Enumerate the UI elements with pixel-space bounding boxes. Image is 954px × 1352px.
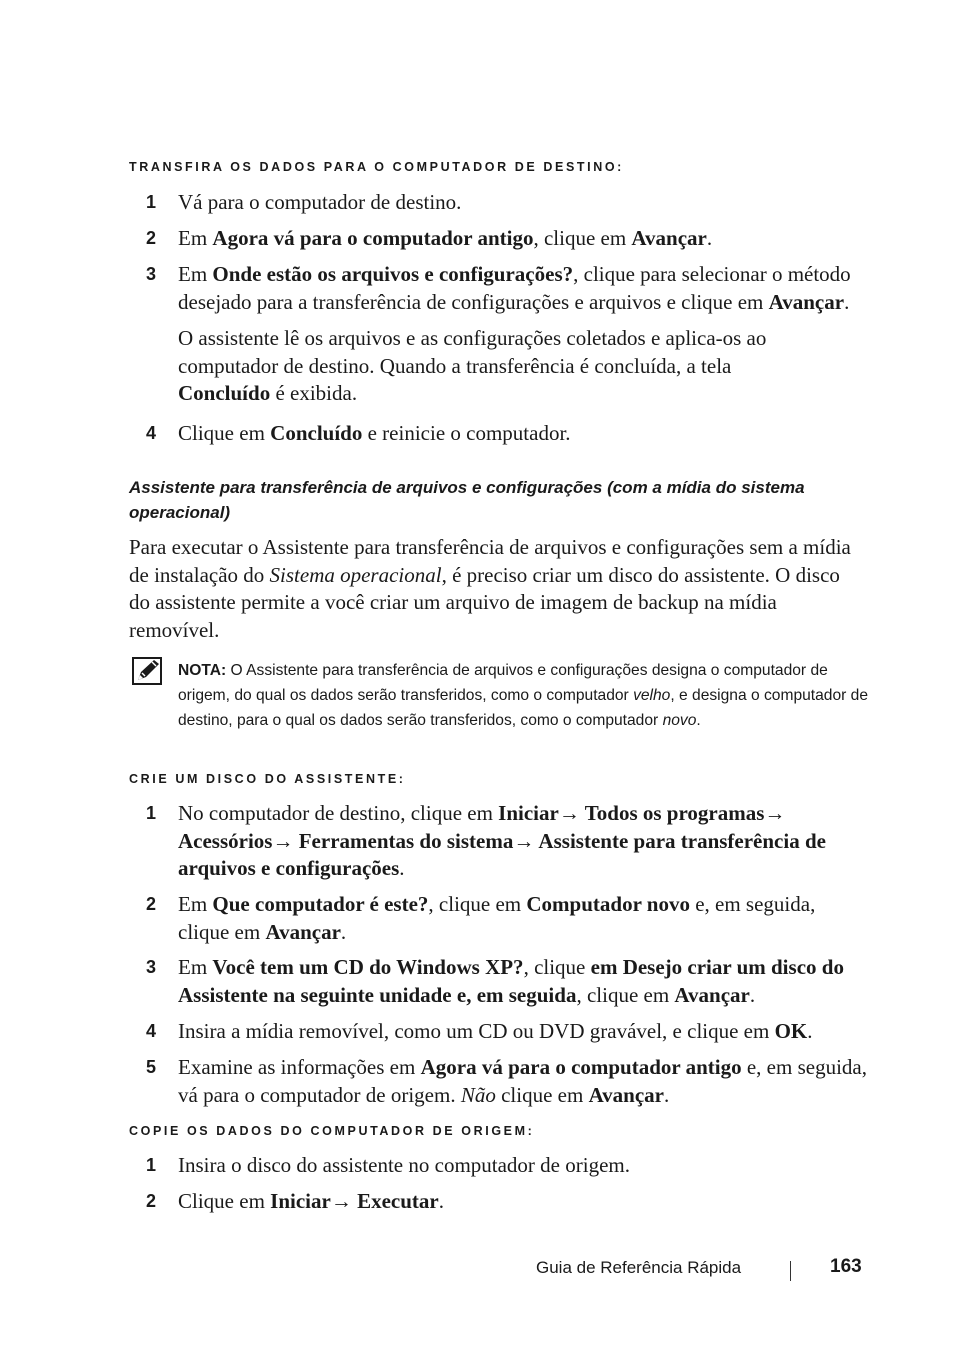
step-number: 2: [146, 228, 157, 248]
footer-divider: [790, 1261, 791, 1281]
note-block: NOTA: O Assistente para transferência de arquivos e configurações designa o computador de origem, do qual os dados serão transferidos, como o computador velho, e designa o computador de destino, para o qual os dados serão transferidos, como o computador novo.: [178, 662, 869, 729]
step-text: No computador de destino, clique em Iniciar→ Todos os programas→ Acessórios→ Ferramentas do sistema→ Assistente para transferência de arquivos e configurações.: [178, 801, 826, 880]
step-text: Insira o disco do assistente no computador de origem.: [178, 1153, 630, 1177]
step-number: 2: [146, 1191, 157, 1211]
step-text: Em Que computador é este?, clique em Computador novo e, em seguida, clique em Avançar.: [178, 892, 816, 944]
note-label: NOTA:: [178, 662, 227, 679]
step-number: 1: [146, 192, 157, 212]
step-text: Clique em Concluído e reinicie o computador.: [178, 421, 571, 445]
step-number: 1: [146, 1155, 157, 1175]
step-number: 4: [146, 1021, 157, 1041]
step-number: 2: [146, 894, 157, 914]
section-heading-transfer: TRANSFIRA OS DADOS PARA O COMPUTADOR DE DESTINO:: [129, 160, 624, 174]
step-text: Vá para o computador de destino.: [178, 190, 462, 214]
step-text: Insira a mídia removível, como um CD ou DVD gravável, e clique em OK.: [178, 1019, 813, 1043]
step-number: 3: [146, 264, 157, 284]
section-heading-copy-data: COPIE OS DADOS DO COMPUTADOR DE ORIGEM:: [129, 1124, 535, 1138]
section-heading-create-disk: CRIE UM DISCO DO ASSISTENTE:: [129, 772, 406, 786]
step-text: Em Agora vá para o computador antigo, clique em Avançar.: [178, 226, 713, 250]
step-text: Examine as informações em Agora vá para o computador antigo e, em seguida, vá para o computador de origem. Não clique em Avançar.: [178, 1055, 867, 1107]
step-text: Clique em Iniciar→ Executar.: [178, 1189, 444, 1213]
step-number: 3: [146, 957, 157, 977]
step-number: 1: [146, 803, 157, 823]
subsection-heading: Assistente para transferência de arquivos e configurações (com a mídia do sistema operacional): [129, 478, 805, 522]
intro-paragraph: Para executar o Assistente para transferência de arquivos e configurações sem a mídia de instalação do Sistema operacional, é preciso criar um disco do assistente. O disco do assistente permite a você criar um arquivo de imagem de backup na mídia removível.: [129, 535, 851, 642]
page-number: 163: [830, 1256, 862, 1277]
step-number: 4: [146, 423, 157, 443]
pencil-note-icon: [132, 657, 162, 685]
step-3-detail: O assistente lê os arquivos e as configurações coletados e aplica-os ao computador de destino. Quando a transferência é concluída, a tela Concluído é exibida.: [178, 326, 767, 405]
step-text: Em Onde estão os arquivos e configurações?, clique para selecionar o método desejado para a transferência de configurações e arquivos e clique em Avançar.: [178, 262, 851, 314]
footer-title: Guia de Referência Rápida: [536, 1258, 742, 1277]
step-number: 5: [146, 1057, 157, 1077]
step-text: Em Você tem um CD do Windows XP?, clique em Desejo criar um disco do Assistente na seguinte unidade e, em seguida, clique em Avançar.: [178, 955, 844, 1007]
